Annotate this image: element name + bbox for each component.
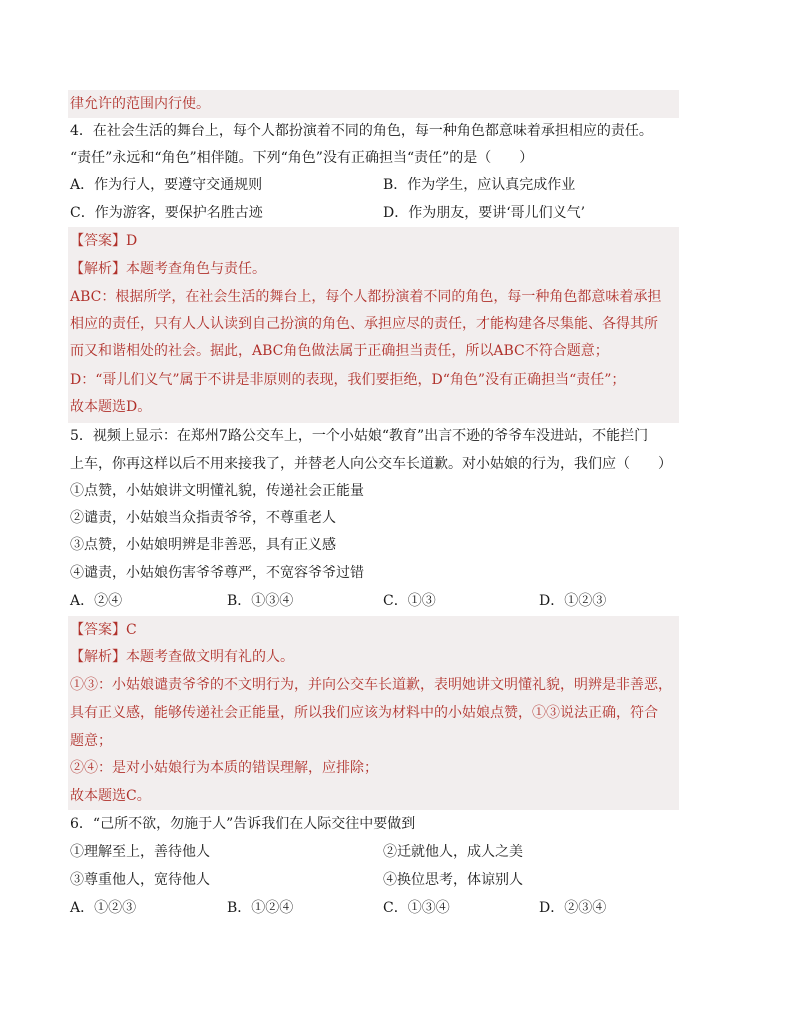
q5-item: ①点赞，小姑娘讲文明懂礼貌，传递社会正能量 bbox=[70, 483, 364, 499]
q5-analysis-line: ②④：是对小姑娘行为本质的错误理解，应排除； bbox=[70, 760, 378, 776]
q4-analysis-line: 而又和谐相处的社会。据此，ABC角色做法属于正确担当责任，所以ABC不符合题意； bbox=[70, 343, 609, 359]
q6-item: ①理解至上，善待他人 bbox=[70, 844, 210, 860]
q4-analysis-line: 相应的责任，只有人人认读到自己扮演的角色、承担应尽的责任，才能构建各尽集能、各得其所 bbox=[70, 316, 658, 332]
continued-analysis-line: 律允许的范围内行使。 bbox=[70, 96, 210, 112]
q5-item: ④谴责，小姑娘伤害爷爷尊严，不宽容爷爷过错 bbox=[70, 565, 364, 581]
q5-analysis-line: ①③：小姑娘谴责爷爷的不文明行为，并向公交车长道歉，表明她讲文明懂礼貌，明辨是非善恶， bbox=[70, 677, 672, 693]
q4-option-d: D．作为朋友，要讲‘哥儿们义气’ bbox=[383, 205, 586, 221]
q5-stem-line2: 上车，你再这样以后不用来接我了，并替老人向公交车长道歉。对小姑娘的行为，我们应（ ） bbox=[70, 456, 672, 472]
q5-analysis-line: 题意； bbox=[70, 733, 112, 749]
q6-stem: 6．“己所不欲，勿施于人”告诉我们在人际交往中要做到 bbox=[70, 816, 416, 832]
q4-analysis-line: D：“哥儿们义气”属于不讲是非原则的表现，我们要拒绝，D“角色”没有正确担当“责任”； bbox=[70, 372, 626, 388]
q4-option-c: C．作为游客，要保护名胜古迹 bbox=[70, 205, 263, 221]
q5-analysis-line: 具有正义感，能够传递社会正能量，所以我们应该为材料中的小姑娘点赞，①③说法正确，符合 bbox=[70, 705, 658, 721]
q6-option-c: C．①③④ bbox=[383, 900, 450, 916]
q5-option-c: C．①③ bbox=[383, 593, 436, 609]
q4-answer: 【答案】D bbox=[70, 233, 138, 249]
q5-option-a: A．②④ bbox=[70, 593, 123, 609]
q4-option-a: A．作为行人，要遵守交通规则 bbox=[70, 177, 263, 193]
q4-analysis-line: 【解析】本题考查角色与责任。 bbox=[70, 261, 266, 277]
q5-option-d: D．①②③ bbox=[539, 593, 607, 609]
q6-item: ③尊重他人，宽待他人 bbox=[70, 872, 210, 888]
q5-stem-line1: 5．视频上显示：在郑州7路公交车上，一个小姑娘“教育”出言不逊的爷爷车没进站，不能拦门 bbox=[70, 428, 649, 444]
q4-analysis-line: ABC：根据所学，在社会生活的舞台上，每个人都扮演着不同的角色，每一种角色都意味着承担 bbox=[70, 289, 662, 305]
q5-analysis-line: 故本题选C。 bbox=[70, 788, 151, 804]
q5-item: ②谴责，小姑娘当众指责爷爷，不尊重老人 bbox=[70, 510, 336, 526]
q6-item: ④换位思考，体谅别人 bbox=[383, 872, 523, 888]
q6-option-d: D．②③④ bbox=[539, 900, 607, 916]
q4-analysis-line: 故本题选D。 bbox=[70, 399, 152, 415]
q4-option-b: B．作为学生，应认真完成作业 bbox=[383, 177, 576, 193]
q5-analysis-line: 【解析】本题考查做文明有礼的人。 bbox=[70, 649, 294, 665]
q5-item: ③点赞，小姑娘明辨是非善恶，具有正义感 bbox=[70, 537, 336, 553]
q4-stem-line1: 4．在社会生活的舞台上，每个人都扮演着不同的角色，每一种角色都意味着承担相应的责任。 bbox=[70, 123, 653, 139]
q5-option-b: B．①③④ bbox=[227, 593, 294, 609]
q5-answer: 【答案】C bbox=[70, 622, 137, 638]
q6-item: ②迁就他人，成人之美 bbox=[383, 844, 523, 860]
q6-option-b: B．①②④ bbox=[227, 900, 294, 916]
q6-option-a: A．①②③ bbox=[70, 900, 137, 916]
q4-stem-line2: “责任”永远和“角色”相伴随。下列“角色”没有正确担当“责任”的是（ ） bbox=[70, 150, 534, 166]
